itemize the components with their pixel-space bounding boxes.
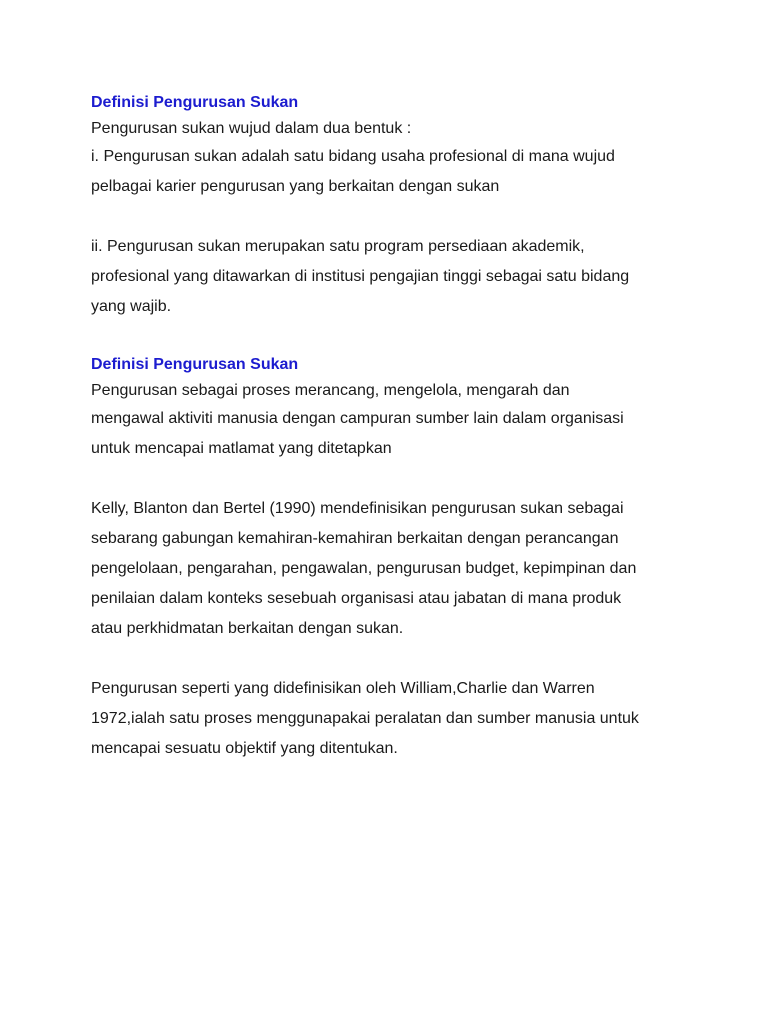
paragraph-line: 1972,ialah satu proses menggunapakai peralatan dan sumber manusia untuk	[91, 710, 639, 727]
section-heading: Definisi Pengurusan Sukan	[91, 356, 299, 373]
section-gap	[91, 322, 701, 352]
section-heading: Definisi Pengurusan Sukan	[91, 94, 299, 111]
paragraph-line: pelbagai karier pengurusan yang berkaitan dengan sukan	[91, 178, 500, 195]
paragraph-line: Pengurusan seperti yang didefinisikan oleh William,Charlie dan Warren	[91, 680, 595, 697]
section-2	[91, 352, 701, 764]
paragraph-line: Pengurusan sebagai proses merancang, mengelola, mengarah dan	[91, 382, 570, 399]
paragraph-line: penilaian dalam konteks sesebuah organisasi atau jabatan di mana produk	[91, 590, 622, 607]
paragraph-line: i. Pengurusan sukan adalah satu bidang usaha profesional di mana wujud	[91, 148, 615, 165]
paragraph-line: Kelly, Blanton dan Bertel (1990) mendefinisikan pengurusan sukan sebagai	[91, 500, 624, 517]
section-1	[91, 90, 701, 322]
paragraph-line: untuk mencapai matlamat yang ditetapkan	[91, 440, 392, 457]
paragraph-line: atau perkhidmatan berkaitan dengan sukan.	[91, 620, 404, 637]
paragraph-line: yang wajib.	[91, 298, 172, 315]
paragraph-line: ii. Pengurusan sukan merupakan satu program persediaan akademik,	[91, 238, 585, 255]
intro-line: Pengurusan sukan wujud dalam dua bentuk :	[91, 120, 412, 137]
paragraph-line: mengawal aktiviti manusia dengan campuran sumber lain dalam organisasi	[91, 410, 624, 427]
paragraph-line: pengelolaan, pengarahan, pengawalan, pengurusan budget, kepimpinan dan	[91, 560, 637, 577]
document-page	[91, 90, 701, 764]
paragraph-line: sebarang gabungan kemahiran-kemahiran berkaitan dengan perancangan	[91, 530, 619, 547]
paragraph-line: profesional yang ditawarkan di institusi pengajian tinggi sebagai satu bidang	[91, 268, 630, 285]
paragraph-gap	[91, 202, 701, 232]
paragraph-gap	[91, 644, 701, 674]
paragraph-line: mencapai sesuatu objektif yang ditentukan.	[91, 740, 398, 757]
paragraph-gap	[91, 464, 701, 494]
